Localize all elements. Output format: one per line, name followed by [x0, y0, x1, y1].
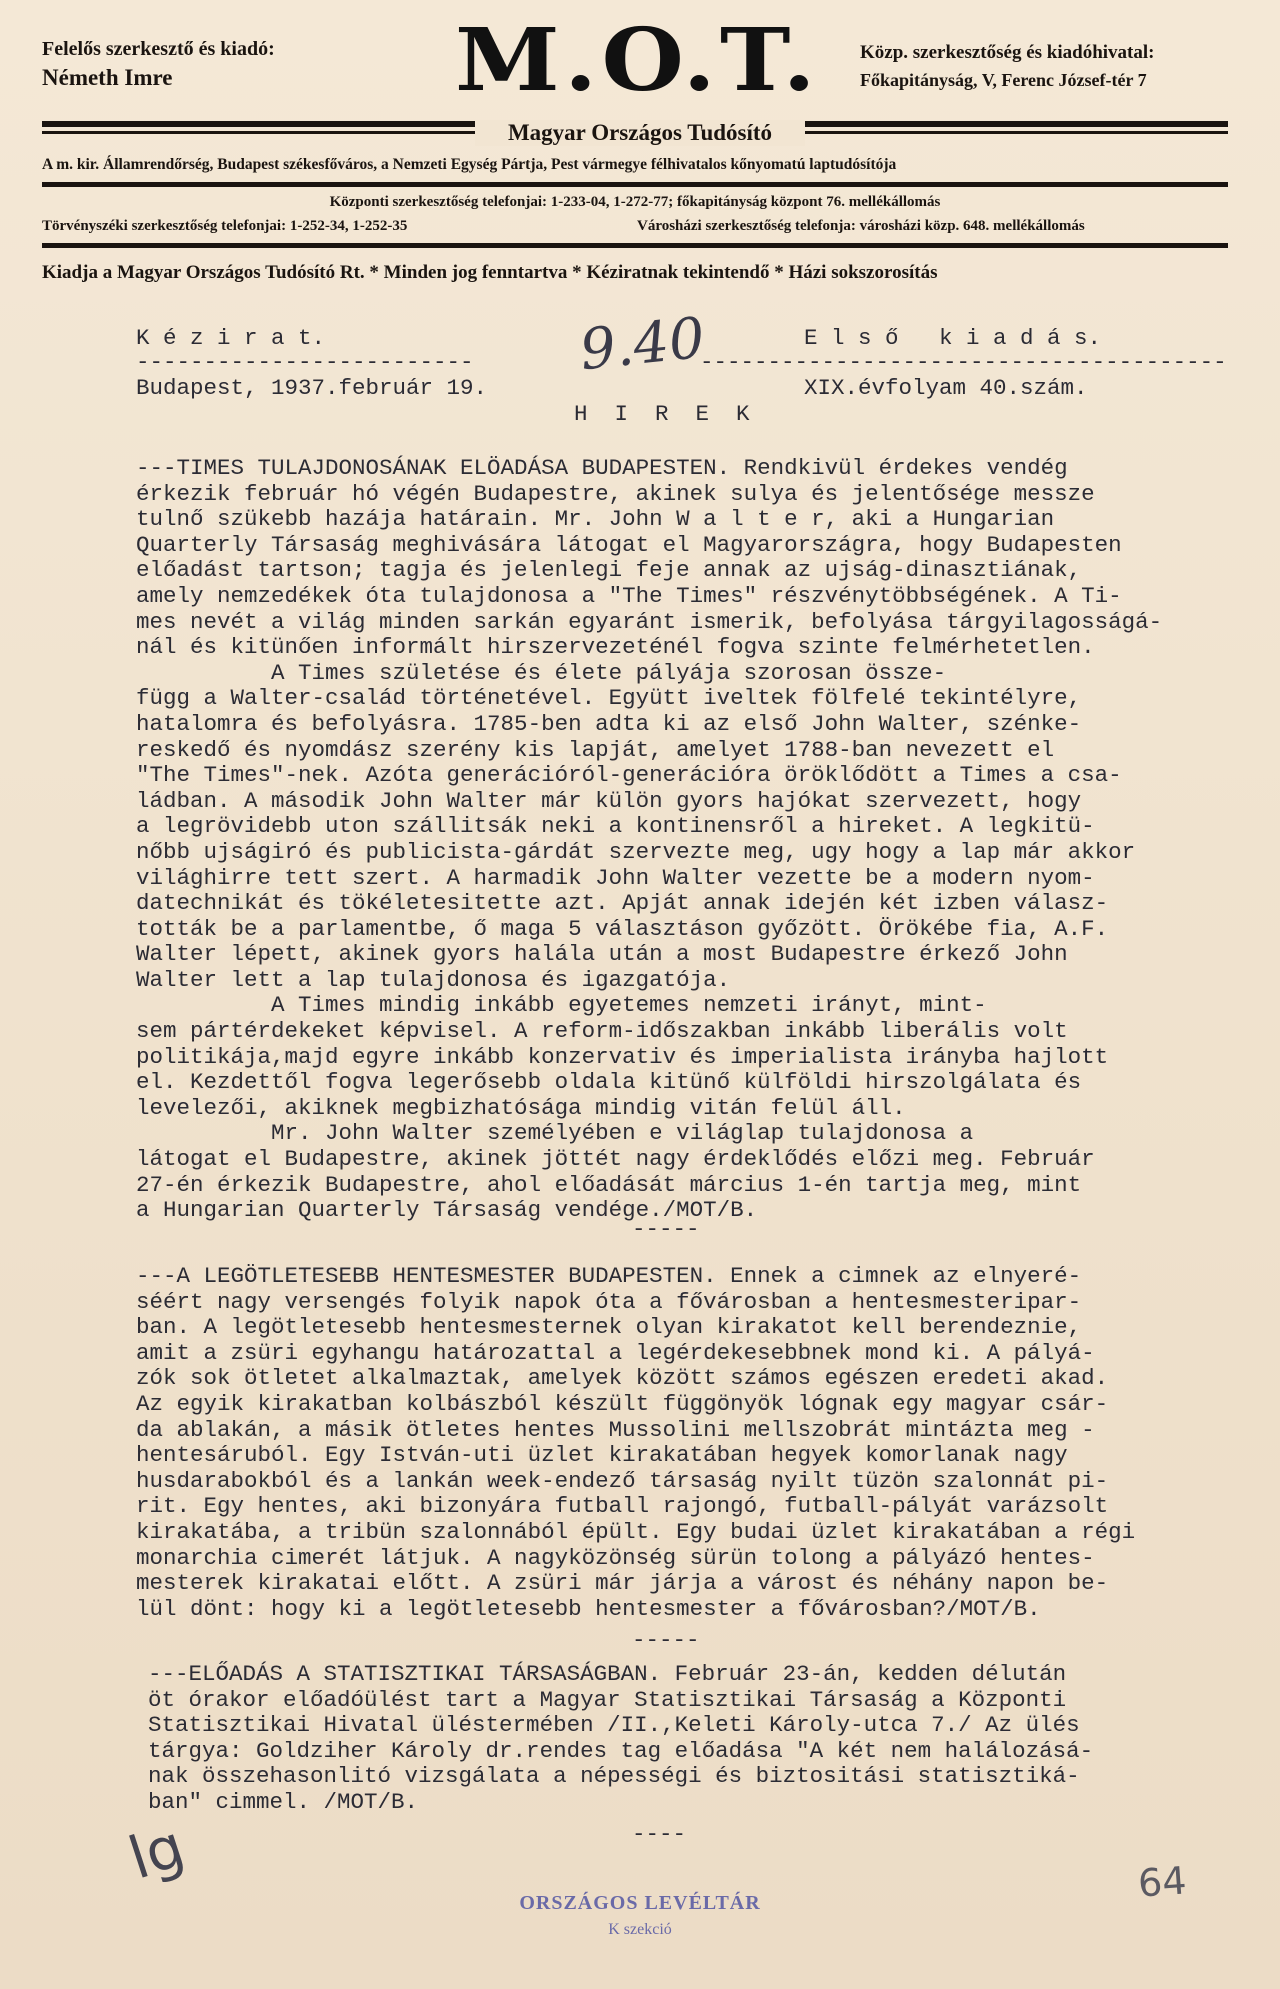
article-line: tották be a parlamentbe, ő maga 5 választáson győzött. Örökébe fia, A.F. — [136, 915, 1109, 942]
archive-stamp — [420, 1892, 860, 1939]
separator-2: ----- — [632, 1627, 700, 1653]
article-line: monarchia cimerét látjuk. A nagyközönség sürün tolong a pályázó hentes- — [136, 1544, 1095, 1571]
article-line: Statisztikai Hivatal üléstermében /II.,Keleti Károly-utca 7./ Az ülés — [148, 1712, 1080, 1739]
article-line: tulnő szükebb hazája határain. Mr. John W a l t e r, aki a Hungarian — [136, 506, 1055, 533]
article-line: hentesáruból. Egy István-uti üzlet kirakatában hegyek komorlanak nagy — [136, 1442, 1068, 1469]
article-line: ---TIMES TULAJDONOSÁNAK ELÖADÁSA BUDAPESTEN. Rendkivül érdekes vendég — [136, 455, 1068, 481]
dateline: Budapest, 1937.február 19. — [136, 375, 488, 401]
article-line: amely nemzedékek óta tulajdonosa a "The Times" részvénytöbbségének. A Ti- — [136, 582, 1122, 609]
article-statistics — [148, 1662, 1093, 1816]
article-line: tárgya: Goldziher Károly dr.rendes tag előadása "A két nem halálozásá- — [148, 1737, 1094, 1764]
office-address: Főkapitányság, V, Ferenc József-tér 7 — [860, 70, 1147, 90]
office-label: Közp. szerkesztőség és kiadóhivatal: — [860, 42, 1155, 63]
article-line: a Hungarian Quarterly Társaság vendége./MOT/B. — [136, 1197, 758, 1224]
masthead-office — [860, 42, 1154, 91]
kezirat-rule: ------------------------- — [136, 349, 474, 375]
article-line: érkezik február hó végén Budapestre, akinek sulya és jelentősége messze — [136, 480, 1095, 507]
section-heading: H I R E K — [574, 401, 750, 427]
telephone-line-central: Központi szerkesztőség telefonjai: 1-233-04, 1-272-77; főkapitányság központ 76. mellékállomás — [329, 194, 941, 210]
masthead-subtitle: Magyar Országos Tudósító — [475, 120, 805, 146]
rule-2 — [42, 182, 1228, 187]
article-line: nőbb ujságiró és publicista-gárdát szervezte meg, ugy hogy a lap már akkor — [136, 838, 1136, 865]
article-line: Walter lépett, akinek gyors halála után a most Budapestre érkező John — [136, 941, 1068, 968]
article-line: ládban. A második John Walter már külön gyors hajókat szervezett, hogy — [136, 787, 1082, 814]
article-line: világhirre tett szert. A harmadik John Walter vezette be a modern nyom- — [136, 864, 1095, 891]
article-line: függ a Walter-család történetével. Együtt iveltek fölfelé tekintélyre, — [136, 685, 1082, 712]
telephone-courts: Törvényszéki szerkesztőség telefonjai: 1-252-34, 1-252-35 — [42, 218, 408, 234]
mot-logo: M.O.T. — [455, 10, 820, 111]
article-line: Mr. John Walter személyében e világlap tulajdonosa a — [136, 1120, 974, 1147]
rule-3 — [42, 243, 1228, 248]
handwritten-time: 9.40 — [576, 305, 708, 384]
article-butcher — [136, 1264, 1135, 1622]
issue-number: XIX.évfolyam 40.szám. — [804, 375, 1088, 401]
article-line: előadást tartson; tagja és jelenlegi feje annak az ujság-dinasztiának, — [136, 557, 1082, 584]
article-line: nak összehasonlitó vizsgálata a népességi és biztositási statisztiká- — [148, 1763, 1080, 1790]
article-line: hatalomra és befolyásra. 1785-ben adta ki az első John Walter, szénke- — [136, 710, 1082, 737]
article-line: 27-én érkezik Budapestre, ahol előadását március 1-én tartja meg, mint — [136, 1171, 1082, 1198]
article-line: látogat el Budapestre, akinek jöttét nagy érdeklődés előzi meg. Február — [136, 1146, 1095, 1173]
article-line: husdarabokból és a lankán week-endező társaság nyilt tüzön szalonnát pi- — [136, 1467, 1109, 1494]
article-line: reskedő és nyomdász szerény kis lapját, amelyet 1788-ban nevezett el — [136, 736, 1055, 763]
org-line: A m. kir. Államrendőrség, Budapest székesfőváros, a Nemzeti Egység Pártja, Pest vármegye félhivatalos kőnyomatú laptudósítója — [42, 156, 897, 173]
article-line: Walter lett a lap tulajdonosa és igazgatója. — [136, 966, 731, 993]
article-line: politikája,majd egyre inkább konzervativ és imperialista irányba hajlott — [136, 1043, 1109, 1070]
editor-name: Németh Imre — [42, 65, 173, 90]
article-line: nál és kitünően informált hirszervezeténél fogva szinte felmérhetetlen. — [136, 634, 1095, 661]
page-number: 64 — [1136, 1858, 1188, 1906]
archive-stamp-title: ORSZÁGOS LEVÉLTÁR — [519, 1892, 761, 1914]
masthead-editor — [42, 38, 275, 91]
article-line: mesterek kirakatai előtt. A zsüri már járja a várost és néhány napon be- — [136, 1570, 1109, 1597]
separator-3: ---- — [632, 1821, 687, 1847]
article-line: da ablakán, a másik ötletes hentes Mussolini mellszobrát mintázta meg - — [136, 1416, 1095, 1443]
article-line: a legrövidebb uton szállitsák neki a kontinensről a hireket. A legkitü- — [136, 813, 1095, 840]
article-line: öt órakor előadóülést tart a Magyar Statisztikai Társaság a Központi — [148, 1686, 1067, 1713]
article-line: ban. A legötletesebb hentesmesternek olyan kirakatot kell berendeznie, — [136, 1314, 1082, 1341]
article-line: ---A LEGÖTLETESEBB HENTESMESTER BUDAPESTEN. Ennek a cimnek az elnyeré- — [136, 1263, 1082, 1289]
article-times — [136, 456, 1162, 1224]
article-line: kirakatába, a tribün szalonnából épült. Egy budai üzlet kirakatában a régi — [136, 1518, 1136, 1545]
telephone-cityhall: Városházi szerkesztőség telefonja: városházi közp. 648. mellékállomás — [637, 218, 1085, 234]
kezirat-label: K é z i r a t. — [136, 325, 326, 351]
separator-1: ----- — [632, 1216, 700, 1242]
article-line: datechnikát és tökéletesitette azt. Apját annak idején két izben válasz- — [136, 890, 1109, 917]
first-edition-rule: --------------------------------------- — [700, 349, 1227, 375]
article-line: lül dönt: hogy ki a legötletesebb hentesmester a fővárosban?/MOT/B. — [136, 1595, 1041, 1622]
article-line: mes nevét a világ minden sarkán egyaránt ismerik, befolyása tárgyilagosságá- — [136, 608, 1163, 635]
article-line: sem pártérdekeket képvisel. A reform-időszakban inkább liberális volt — [136, 1018, 1068, 1045]
article-line: levelezői, akiknek megbizhatósága mindig vitán felül áll. — [136, 1094, 906, 1121]
article-line: A Times születése és élete pályája szorosan össze- — [136, 659, 947, 686]
article-line: "The Times"-nek. Azóta generációról-generációra öröklődött a Times a csa- — [136, 762, 1122, 789]
editor-label: Felelős szerkesztő és kiadó: — [42, 38, 275, 60]
article-line: ---ELŐADÁS A STATISZTIKAI TÁRSASÁGBAN. Február 23-án, kedden délután — [148, 1661, 1067, 1687]
article-line: amit a zsüri egyhangu határozattal a legérdekesebbnek mond ki. A pályá- — [136, 1339, 1095, 1366]
archive-stamp-section: K szekció — [608, 1921, 672, 1938]
article-line: Quarterly Társaság meghivására látogat el Magyarországra, hogy Budapesten — [136, 531, 1122, 558]
telephone-line-courts — [42, 218, 1228, 235]
first-edition-label: E l s ő k i a d á s. — [804, 325, 1102, 351]
article-line: rit. Egy hentes, aki bizonyára futball rajongó, futball-pályát varázsolt — [136, 1493, 1109, 1520]
article-line: zók sok ötletet alkalmaztak, amelyek között számos egészen eredeti akad. — [136, 1365, 1109, 1392]
handwritten-initial: lg — [120, 1811, 193, 1893]
publisher-line: Kiadja a Magyar Országos Tudósító Rt. * Minden jog fenntartva * Kéziratnak tekintendő * Házi sokszorosítás — [42, 262, 938, 283]
article-line: séért nagy versengés folyik napok óta a fővárosban a hentesmesteripar- — [136, 1288, 1082, 1315]
article-line: Az egyik kirakatban kolbászból készült függönyök lógnak egy magyar csár- — [136, 1390, 1109, 1417]
article-line: A Times mindig inkább egyetemes nemzeti irányt, mint- — [136, 992, 987, 1019]
article-line: ban" cimmel. /MOT/B. — [148, 1788, 419, 1815]
article-line: el. Kezdettől fogva legerősebb oldala kitünő külföldi hirszolgálata és — [136, 1069, 1082, 1096]
